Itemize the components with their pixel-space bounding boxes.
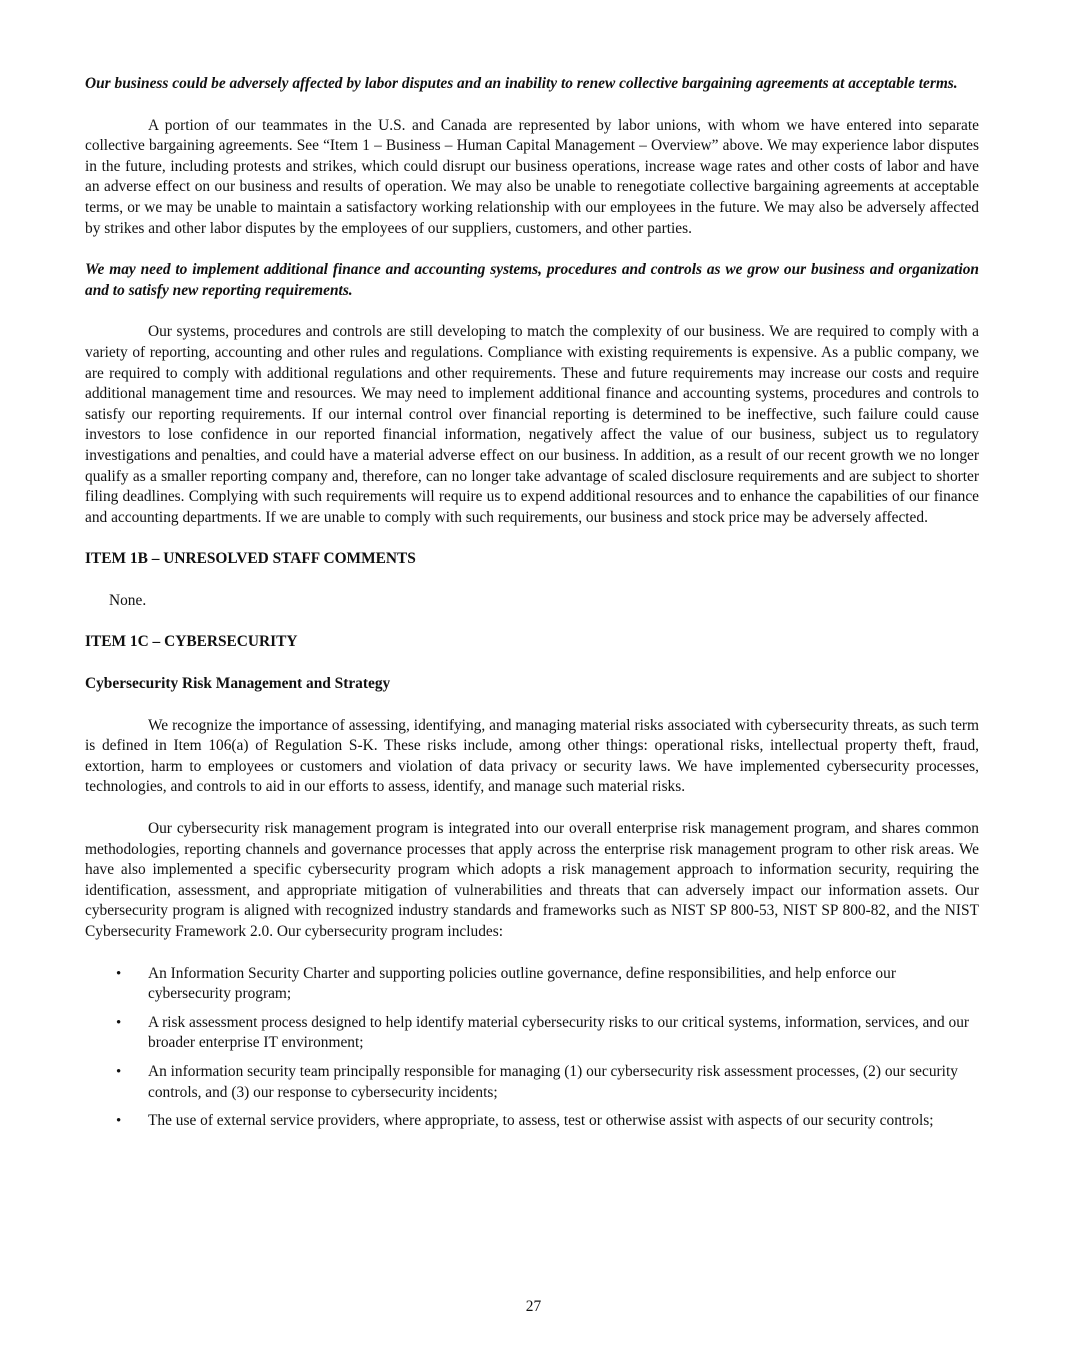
bullet-icon: •: [116, 965, 122, 982]
item-1b-body: None.: [109, 591, 147, 609]
risk-factor-body-labor: A portion of our teammates in the U.S. and Canada are represented by labor unions, with whom we have entered into separate collective bargaining agreements. See “Item 1 – Business – Human Capital Management – Overview” above. We may experience labor disputes in the future, including protests and strikes, which could disrupt our business operations, increase wage rates and other costs of labor and have an adverse effect on our business and results of operation. We may also be unable to renegotiate collective bargaining agreements at acceptable terms, or we may be unable to maintain a satisfactory working relationship with our employees in the future. We may also be adversely affected by strikes and other labor disputes by the employees of our suppliers, customers, and other parties.: [85, 116, 979, 237]
bullet-icon: •: [116, 1014, 122, 1031]
page-number: 27: [525, 1298, 542, 1315]
list-item: • The use of external service providers, where appropriate, to assess, test or otherwise assist with aspects of our security controls;: [85, 1111, 979, 1132]
bullet-icon: •: [116, 1113, 122, 1130]
cybersecurity-paragraph-2: Our cybersecurity risk management program is integrated into our overall enterprise risk management program, and shares common methodologies, reporting channels and governance processes that apply across the enterprise risk management program to other risk areas. We have also implemented a specific cybersecurity program which adopts a risk management approach to information security, requiring the identification, assessment, and appropriate mitigation of vulnerabilities and threats that can adversely impact our information assets. Our cybersecurity program is aligned with recognized industry standards and frameworks such as NIST SP 800-53, NIST SP 800-82, and the NIST Cybersecurity Framework 2.0. Our cybersecurity program includes:: [85, 820, 979, 940]
list-item: • A risk assessment process designed to help identify material cybersecurity risks to our critical systems, information, services, and our broader enterprise IT environment;: [116, 1013, 970, 1052]
list-item: • An Information Security Charter and supporting policies outline governance, define responsibilities, and help enforce our cybersecurity program;: [116, 964, 896, 1003]
cybersecurity-paragraph-1: We recognize the importance of assessing, identifying, and managing material risks associated with cybersecurity threats, as such term is defined in Item 106(a) of Regulation S-K. These risks include, among other things: operational risks, intellectual property theft, fraud, extortion, harm to employees or customers and violation of data privacy or security laws. We have implemented cybersecurity processes, technologies, and controls to aid in our efforts to assess, identify, and manage such material risks.: [85, 716, 979, 796]
cybersecurity-program-list: [85, 964, 979, 1132]
bullet-icon: •: [116, 1063, 122, 1080]
cybersecurity-subheading: Cybersecurity Risk Management and Strategy: [85, 675, 391, 693]
item-1b-heading: ITEM 1B – UNRESOLVED STAFF COMMENTS: [85, 550, 416, 568]
risk-factor-body-controls: Our systems, procedures and controls are still developing to match the complexity of our business. We are required to comply with a variety of reporting, accounting and other rules and regulations. Compliance with existing requirements is expensive. As a public company, we are required to comply with additional regulations and other requirements. These and future requirements may increase our costs and require additional management time and resources. We may need to implement additional finance and accounting systems, procedures and controls to satisfy our reporting requirements. If our internal control over financial reporting is determined to be ineffective, such failure could cause investors to lose confidence in our reported financial information, negatively affect the value of our business, subject us to regulatory investigations and penalties, and could have a material adverse effect on our business. In addition, as a result of our recent growth we no longer qualify as a smaller reporting company and, therefore, can no longer take advantage of scaled disclosure requirements and are subject to shorter filing deadlines. Complying with such requirements will require us to expend additional resources and to enhance the capabilities of our finance and accounting departments. If we are unable to comply with such requirements, our business and stock price may be adversely affected.: [85, 323, 979, 526]
document-page: [85, 74, 979, 1140]
risk-factor-heading-controls: We may need to implement additional finance and accounting systems, procedures and controls as we grow our business and organization and to satisfy new reporting requirements.: [85, 261, 979, 299]
risk-factor-heading-labor: Our business could be adversely affected by labor disputes and an inability to renew collective bargaining agreements at acceptable terms.: [85, 75, 958, 92]
item-1c-heading: ITEM 1C – CYBERSECURITY: [85, 633, 298, 651]
list-item: • An information security team principally responsible for managing (1) our cybersecurity risk assessment processes, (2) our security controls, and (3) our response to cybersecurity incidents;: [116, 1062, 958, 1101]
